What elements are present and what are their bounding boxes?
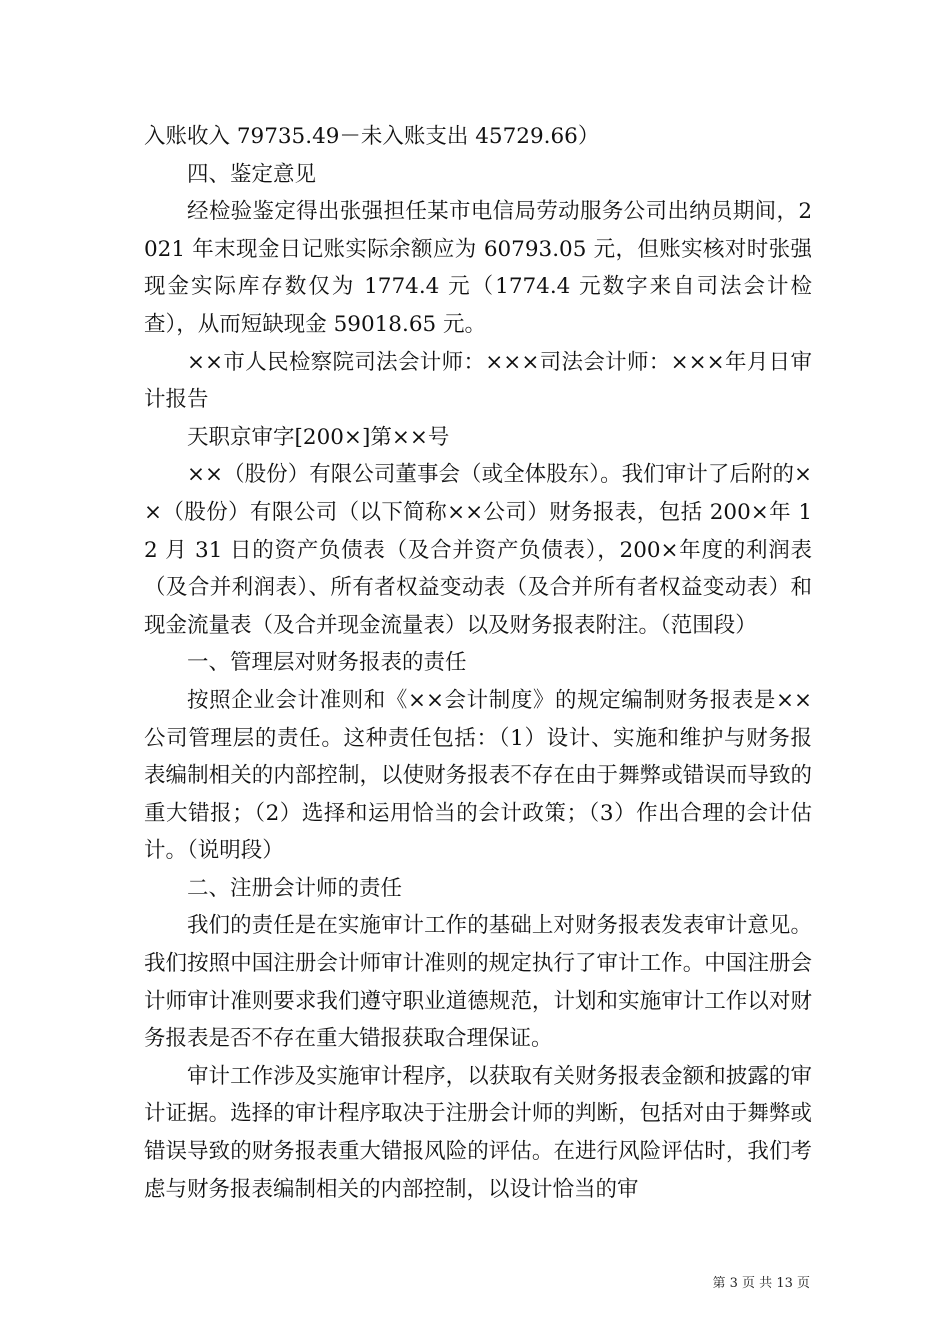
paragraph-audit-procedures: 审计工作涉及实施审计程序，以获取有关财务报表金额和披露的审计证据。选择的审计程序取决于注册会计师的判断，包括对由于舞弊或错误导致的财务报表重大错报风险的评估。在进行风险评估时，我们考虑与财务报表编制相关的内部控制，以设计恰当的审 — [144, 1063, 812, 1202]
paragraph-auditor-responsibility: 我们的责任是在实施审计工作的基础上对财务报表发表审计意见。我们按照中国注册会计师审计准则的规定执行了审计工作。中国注册会计师审计准则要求我们遵守职业道德规范，计划和实施审计工作以对财务报表是否不存在重大错报获取合理保证。 — [144, 913, 812, 1052]
document-body — [144, 118, 812, 1208]
page-number-footer: 第 3 页 共 13 页 — [712, 1276, 810, 1291]
paragraph-report-number: 天职京审字[200×]第××号 — [187, 424, 450, 450]
paragraph-continuation: 入账收入 79735.49－未入账支出 45729.66） — [144, 124, 600, 149]
section-heading-auditor-responsibility: 二、注册会计师的责任 — [187, 875, 403, 901]
paragraph-scope: ××（股份）有限公司董事会（或全体股东）。我们审计了后附的××（股份）有限公司（以下简称××公司）财务报表，包括 200×年 12 月 31 日的资产负债表（及合并资产负债表），200×年度的利润表（及合并利润表）、所有者权益变动表（及合并所有者权益变动表）和现金流量表（及合并现金流量表）以及财务报表附注。（范围段） — [144, 462, 812, 638]
paragraph-signature-line: ××市人民检察院司法会计师：×××司法会计师：×××年月日审计报告 — [144, 349, 812, 413]
section-heading-management-responsibility: 一、管理层对财务报表的责任 — [187, 650, 467, 676]
paragraph-appraisal-result: 经检验鉴定得出张强担任某市电信局劳动服务公司出纳员期间，2021 年末现金日记账实际余额应为 60793.05 元，但账实核对时张强现金实际库存数仅为 1774.4 元（1774.4 元数字来自司法会计检查），从而短缺现金 59018.65 元。 — [144, 199, 812, 337]
section-heading-appraisal-opinion: 四、鉴定意见 — [187, 161, 317, 187]
paragraph-management-responsibility: 按照企业会计准则和《××会计制度》的规定编制财务报表是××公司管理层的责任。这种责任包括：（1）设计、实施和维护与财务报表编制相关的内部控制，以使财务报表不存在由于舞弊或错误而导致的重大错报；（2）选择和运用恰当的会计政策；（3）作出合理的会计估计。（说明段） — [144, 687, 812, 864]
